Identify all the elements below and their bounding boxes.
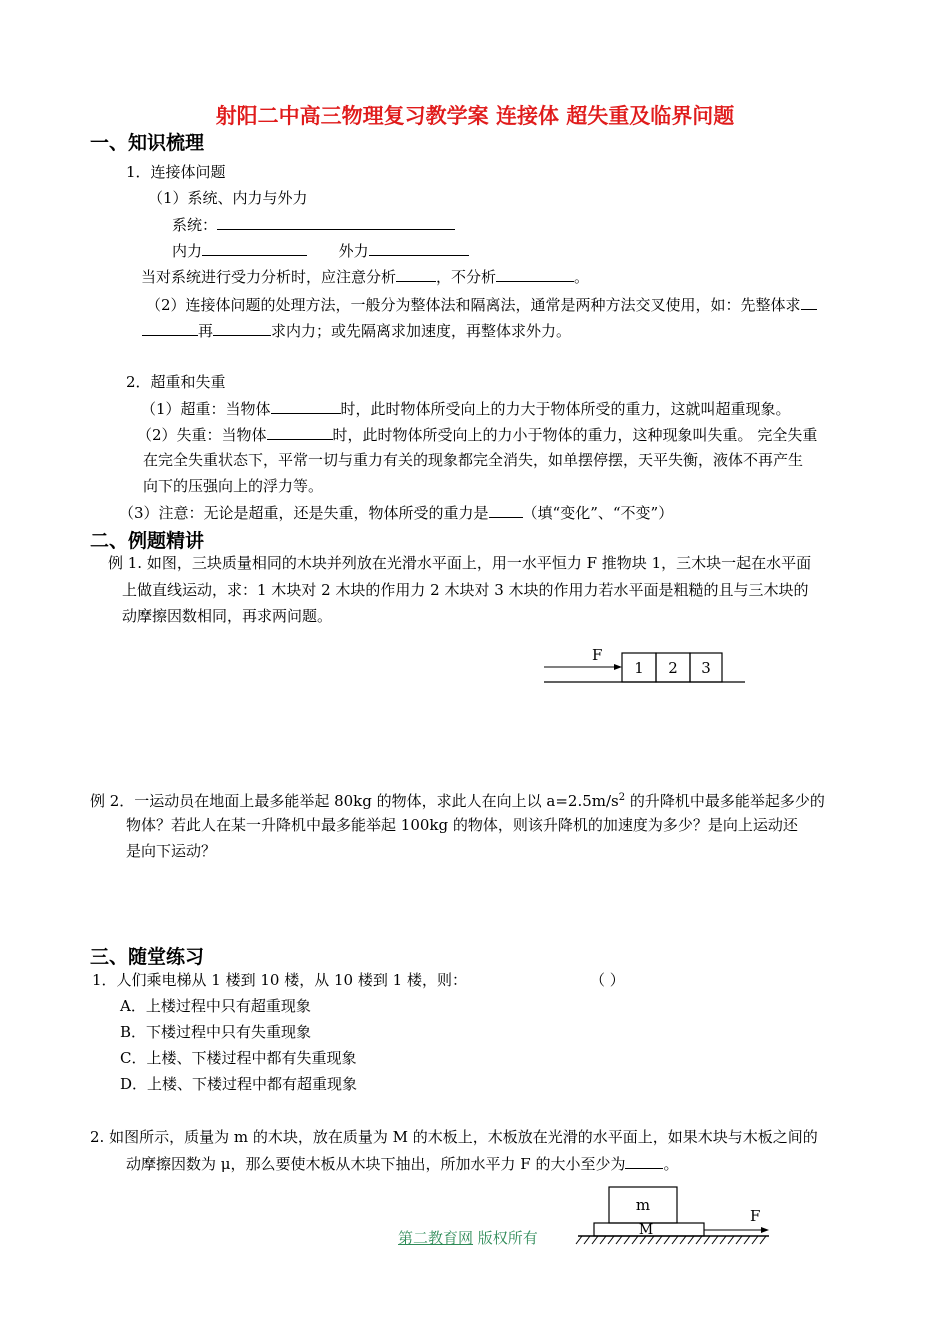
question-1-answer-paren[interactable]: （ ） xyxy=(590,971,625,989)
example-2-line-2: 物体？若此人在某一升降机中最多能举起 100kg 的物体，则该升降机的加速度为多少？是向上运动还 xyxy=(126,816,798,834)
item-2-title: 2．超重和失重 xyxy=(126,373,226,391)
example-2-text-a: 例 2．一运动员在地面上最多能举起 80kg 的物体，求此人在向上以 a=2.5m/s xyxy=(90,792,619,810)
system-line xyxy=(172,214,455,235)
overweight-line xyxy=(141,398,791,419)
note-line xyxy=(119,502,673,523)
option-b[interactable]: B．下楼过程中只有失重现象 xyxy=(120,1023,312,1041)
footer-site-link[interactable]: 第二教育网 xyxy=(398,1229,474,1247)
overweight-text-b: 时，此时物体所受向上的力大于物体所受的重力，这就叫超重现象。 xyxy=(340,400,791,418)
weightless-line-3: 向下的压强向上的浮力等。 xyxy=(143,477,324,495)
force-arrow-head xyxy=(614,664,622,670)
three-blocks-figure xyxy=(540,640,750,690)
example-2-line-3: 是向下运动？ xyxy=(126,842,217,860)
pull-force-arrowhead xyxy=(761,1227,769,1233)
section-1-heading: 一、知识梳理 xyxy=(90,132,205,154)
section-2-heading: 二、例题精讲 xyxy=(90,530,205,552)
weightless-blank[interactable] xyxy=(267,424,333,440)
section-3-heading: 三、随堂练习 xyxy=(90,946,205,968)
method-text-b: 再 xyxy=(198,322,214,340)
example-1-line-2: 上做直线运动，求：1 木块对 2 木块的作用力 2 木块对 3 木块的作用力若水平面是粗糙的且与三木块的 xyxy=(122,581,809,599)
method-text-a: （2）连接体问题的处理方法，一般分为整体法和隔离法，通常是两种方法交叉使用，如：先整体求 xyxy=(146,296,801,314)
overweight-blank[interactable] xyxy=(271,398,341,414)
weightless-text-a: （2）失重：当物体 xyxy=(137,426,267,444)
analysis-line xyxy=(141,266,589,287)
board-label: M xyxy=(638,1222,654,1238)
top-block-label: m xyxy=(635,1196,651,1214)
external-label: 外力 xyxy=(338,242,369,260)
footer xyxy=(398,1228,538,1248)
external-blank[interactable] xyxy=(369,240,469,256)
option-a[interactable]: A．上楼过程中只有超重现象 xyxy=(120,997,311,1015)
page-title: 射阳二中高三物理复习教学案 连接体 超失重及临界问题 xyxy=(215,104,735,128)
question-2-text-a: 动摩擦因数为 μ，那么要使木板从木块下抽出，所加水平力 F 的大小至少为 xyxy=(126,1155,626,1173)
block-on-board-figure xyxy=(574,1182,774,1252)
question-2-blank[interactable] xyxy=(625,1153,663,1169)
footer-copyright: 版权所有 xyxy=(473,1229,538,1247)
example-2-line-1 xyxy=(90,788,825,811)
internal-label: 内力 xyxy=(172,242,203,260)
example-1-line-1: 例 1. 如图，三块质量相同的木块并列放在光滑水平面上，用一水平恒力 F 推物块 1，三木块一起在水平面 xyxy=(108,554,812,572)
method-blank-1a[interactable] xyxy=(801,294,817,310)
option-c[interactable]: C．上楼、下楼过程中都有失重现象 xyxy=(120,1049,357,1067)
overweight-text-a: （1）超重：当物体 xyxy=(141,400,271,418)
analysis-blank-2[interactable] xyxy=(496,266,574,282)
example-1-line-3: 动摩擦因数相同，再求两问题。 xyxy=(122,607,333,625)
internal-blank[interactable] xyxy=(202,240,307,256)
question-2-line-2 xyxy=(126,1153,678,1174)
system-blank[interactable] xyxy=(217,214,455,230)
force-label-f: F xyxy=(592,646,603,664)
method-line-2 xyxy=(142,320,571,341)
block-1-label: 1 xyxy=(634,659,644,677)
method-blank-1b[interactable] xyxy=(142,320,198,336)
option-d[interactable]: D．上楼、下楼过程中都有超重现象 xyxy=(120,1075,358,1093)
subitem-system-forces: （1）系统、内力与外力 xyxy=(148,189,308,207)
system-label: 系统： xyxy=(172,216,218,234)
weightless-line-1 xyxy=(137,424,817,445)
analysis-text-c: 。 xyxy=(574,268,590,286)
internal-external-line xyxy=(172,240,469,261)
floor-hatching xyxy=(576,1236,766,1244)
analysis-blank-1[interactable] xyxy=(396,266,436,282)
method-text-c: 求内力；或先隔离求加速度，再整体求外力。 xyxy=(271,322,572,340)
analysis-text-a: 当对系统进行受力分析时，应注意分析 xyxy=(141,268,397,286)
block-2-label: 2 xyxy=(668,659,678,677)
method-blank-2[interactable] xyxy=(213,320,271,336)
note-text-b: （填“变化”、“不变”） xyxy=(522,504,674,522)
block-3-label: 3 xyxy=(701,659,711,677)
method-line-1 xyxy=(146,294,817,315)
item-1-title: 1．连接体问题 xyxy=(126,163,226,181)
pull-force-label: F xyxy=(750,1207,761,1225)
note-blank[interactable] xyxy=(489,502,523,518)
question-1-stem: 1．人们乘电梯从 1 楼到 10 楼，从 10 楼到 1 楼，则： xyxy=(92,971,467,989)
analysis-text-b: ，不分析 xyxy=(436,268,497,286)
question-2-line-1: 2. 如图所示，质量为 m 的木块，放在质量为 M 的木板上，木板放在光滑的水平面上，如果木块与木板之间的 xyxy=(90,1128,818,1146)
question-2-text-b: 。 xyxy=(663,1155,679,1173)
note-text-a: （3）注意：无论是超重，还是失重，物体所受的重力是 xyxy=(119,504,489,522)
example-2-text-b: 的升降机中最多能举起多少的 xyxy=(625,792,825,810)
weightless-line-2: 在完全失重状态下，平常一切与重力有关的现象都完全消失，如单摆停摆，天平失衡，液体不再产生 xyxy=(143,451,804,469)
weightless-text-b: 时，此时物体所受向上的力小于物体的重力，这种现象叫失重。 完全失重 xyxy=(332,426,818,444)
example-2-superscript: 2 xyxy=(618,792,626,803)
